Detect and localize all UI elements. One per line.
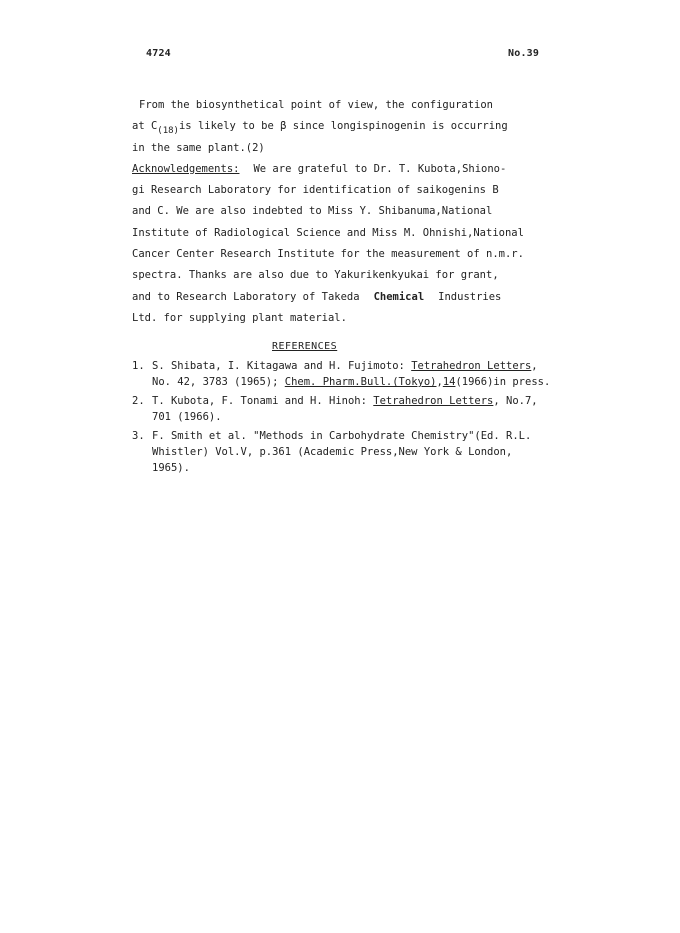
reference-item (132, 429, 582, 477)
reference-text (152, 394, 582, 426)
ack-line2: gi Research Laboratory for identification of saikogenins B (132, 184, 499, 197)
ref2-issue: , No.7, (493, 395, 538, 407)
ref3-line1: F. Smith et al. "Methods in Carbohydrate Chemistry"(Ed. R.L. (152, 430, 532, 442)
reference-number: 2. (132, 395, 145, 407)
ref1-authors: S. Shibata, I. Kitagawa and H. Fujimoto: (152, 360, 412, 372)
ref3-line3: 1965). (152, 462, 190, 474)
para1-line1: From the biosynthetical point of view, the configuration (139, 99, 494, 111)
references-list (132, 359, 582, 480)
ref1-issue: No. 42, 3783 (1965); (152, 376, 285, 388)
issue-number: No.39 (508, 48, 540, 59)
reference-text (152, 359, 582, 391)
carbon-subscript: (18) (157, 126, 179, 137)
para1-line3: in the same plant.(2) (132, 141, 265, 154)
para1-line2-post: is likely to be β since longispinogenin is occurring (178, 120, 508, 133)
ack-line4: Institute of Radiological Science and Miss M. Ohnishi,National (132, 226, 524, 239)
ref2-authors: T. Kubota, F. Tonami and H. Hinoh: (152, 395, 374, 407)
para1-line2-pre: at C (132, 120, 158, 133)
ref1-sep2: , (436, 376, 443, 388)
ack-line7-b: Chemical (373, 290, 425, 303)
ack-line5: Cancer Center Research Institute for the measurement of n.m.r. (132, 248, 524, 261)
ref1-year: (1966)in press. (455, 376, 551, 388)
reference-text (152, 429, 582, 477)
references-title: REFERENCES (272, 341, 338, 352)
ack-line7-a: and to Research Laboratory of Takeda (132, 290, 360, 303)
ref1-journal2: Chem. Pharm.Bull.(Tokyo) (284, 376, 437, 388)
ref3-line2: Whistler) Vol.V, p.361 (Academic Press,New York & London, (152, 446, 513, 458)
reference-item (132, 359, 582, 391)
ref1-volume: 14 (442, 376, 456, 388)
ref2-journal: Tetrahedron Letters (373, 395, 494, 407)
ack-line6: spectra. Thanks are also due to Yakurikenkyukai for grant, (132, 269, 499, 282)
reference-number: 3. (132, 430, 145, 442)
ack-line3: and C. We are also indebted to Miss Y. Shibanuma,National (132, 205, 493, 218)
reference-item (132, 394, 582, 426)
ref1-sep: , (531, 360, 538, 372)
ack-line7-c: Industries (438, 290, 502, 303)
reference-number: 1. (132, 360, 145, 372)
ack-line7 (132, 290, 552, 311)
ref2-pages: 701 (1966). (152, 411, 222, 423)
ack-line1-rest: We are grateful to Dr. T. Kubota,Shiono- (253, 162, 507, 175)
page-number: 4724 (146, 48, 171, 59)
ref1-journal: Tetrahedron Letters (411, 360, 532, 372)
ack-line1 (132, 162, 552, 183)
ack-line8: Ltd. for supplying plant material. (132, 311, 347, 324)
body-text (132, 98, 552, 332)
para1-line2 (132, 119, 552, 140)
ack-heading: Acknowledgements: (132, 162, 240, 175)
